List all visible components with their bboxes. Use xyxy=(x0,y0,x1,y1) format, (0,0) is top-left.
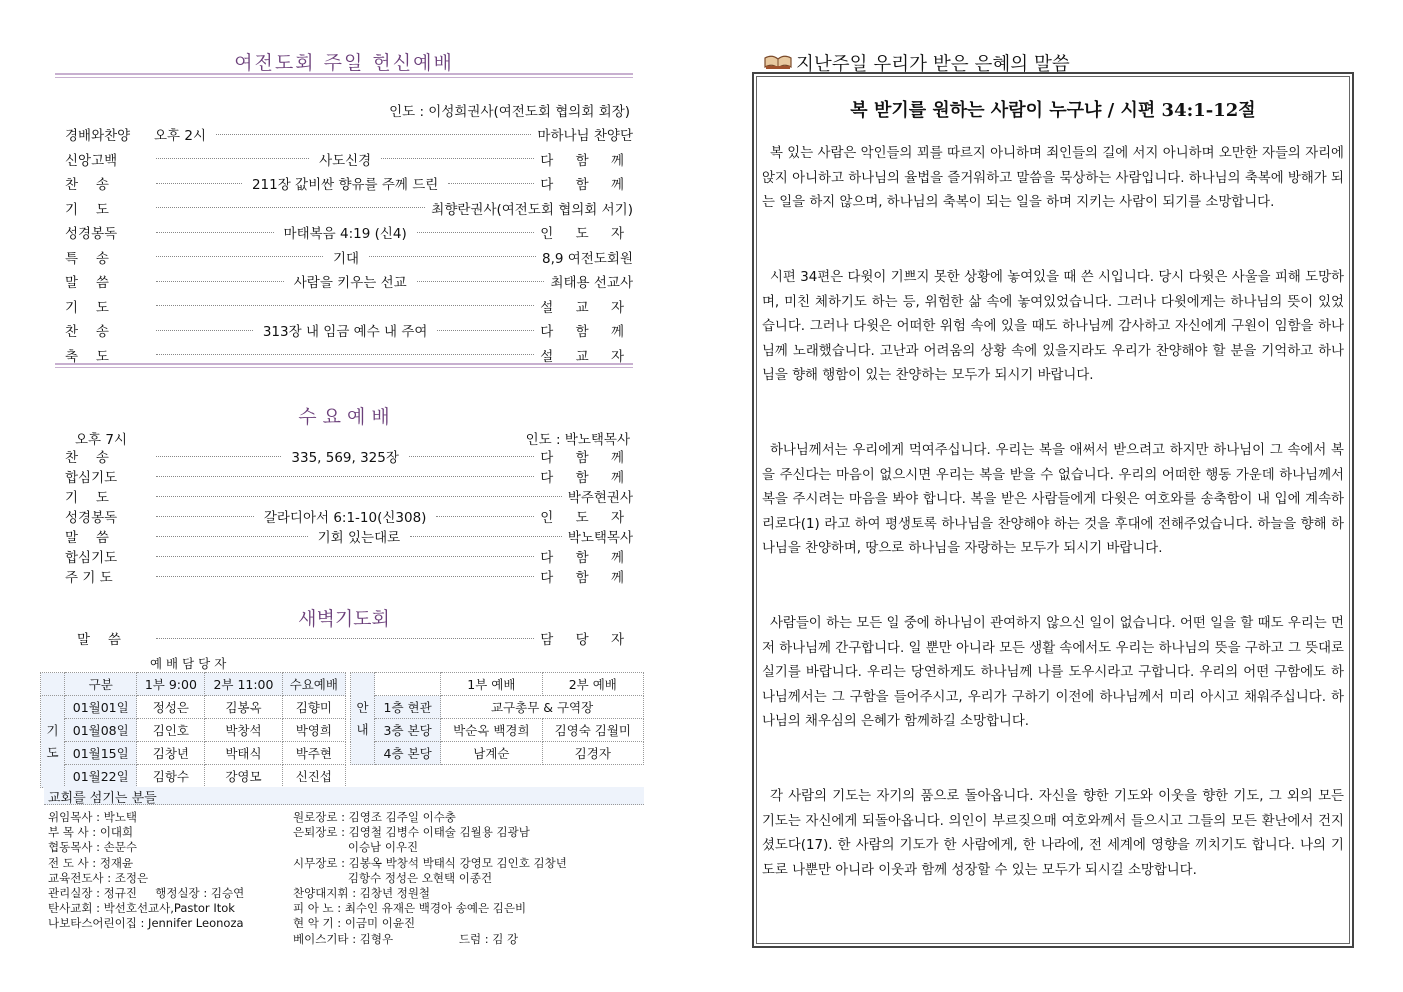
table-cell: 박창석 xyxy=(205,719,282,742)
column-header: 1부 9:00 xyxy=(137,673,205,696)
leader-dots xyxy=(156,456,281,457)
column-header: 1부 예배 xyxy=(441,673,542,696)
wed-row xyxy=(55,465,633,487)
item-label: 찬 송 xyxy=(65,450,109,466)
leader-dots xyxy=(156,330,253,331)
leader-dots xyxy=(156,305,534,306)
item-person: 설 교 자 xyxy=(540,299,633,316)
duty-caption: 예 배 담 당 자 xyxy=(150,656,227,671)
leader-dots xyxy=(448,183,534,184)
table-cell: 남계순 xyxy=(441,742,542,765)
table-cell: 4층 본당 xyxy=(375,742,441,765)
item-label: 성경봉독 xyxy=(65,226,118,242)
leader-dots xyxy=(369,256,536,257)
staff-list-right: 원로장로 : 김영조 김주일 이수충 은퇴장로 : 김영철 김병수 이태술 김월용 김광남 이승남 이우진 시무장로 : 김봉옥 박창석 박태식 강영모 김인호 김창년 김항수 정성은 오현택 이종건 찬양대지휘 : 김창년 정원철 피 아 노 : 최수인 유재은 백경아 송예은 김은비 현 악 기 : 이금미 이윤진 베이스기타 : 김형우 드럼 : 김 강 xyxy=(293,810,567,946)
table-cell: 김창년 xyxy=(137,742,205,765)
table-cell: 김인호 xyxy=(137,719,205,742)
table-cell: 김봉옥 xyxy=(205,696,282,719)
prayer-side-label: 기 도 xyxy=(41,696,65,788)
order-row xyxy=(55,148,633,170)
table-cell: 강영모 xyxy=(205,765,282,788)
table-cell: 김영숙 김월미 xyxy=(542,719,643,742)
leader-dots xyxy=(156,256,323,257)
table-cell: 김항수 xyxy=(137,765,205,788)
table-cell: 교구총무 & 구역장 xyxy=(441,696,644,719)
sermon-paragraph: 복 있는 사람은 악인들의 꾀를 따르지 아니하며 죄인들의 길에 서지 아니하며 오만한 자들의 자리에 앉지 아니하고 하나님의 율법을 즐거워하고 말씀을 묵상하는 사람입니다. 하나님의 축복에 방해가 되는 일을 하지 않으며, 하나님의 축복이 되는 일을 하며 지키는 사람이 되기를 소망합니다. xyxy=(762,146,1344,211)
wednesday-time: 오후 7시 xyxy=(75,432,128,448)
leader-dots xyxy=(437,330,534,331)
dawn-right: 담 당 자 xyxy=(540,632,633,648)
leader-dots xyxy=(156,536,308,537)
item-content: 기대 xyxy=(332,250,360,267)
item-label: 축 도 xyxy=(65,348,109,365)
order-divider xyxy=(55,363,633,368)
table-row xyxy=(41,696,346,719)
item-person: 인 도 자 xyxy=(540,226,634,242)
table-row xyxy=(351,696,644,719)
leader-dots xyxy=(156,638,534,639)
leader-dots xyxy=(417,232,535,233)
dawn-label: 말 씀 xyxy=(77,632,121,648)
item-time: 오후 2시 xyxy=(154,128,207,144)
leader-dots xyxy=(381,158,534,159)
item-content: 갈라디아서 6:1-10(신308) xyxy=(263,510,427,526)
item-person: 다 함 께 xyxy=(540,570,633,586)
table-cell: 01월22일 xyxy=(65,765,137,788)
item-person: 박주현권사 xyxy=(567,490,633,506)
leader-dots xyxy=(216,134,531,135)
table-row xyxy=(351,742,644,765)
item-label: 기 도 xyxy=(65,490,109,506)
item-label: 합심기도 xyxy=(65,550,118,566)
leader-dots xyxy=(156,183,242,184)
order-row xyxy=(55,172,633,194)
item-label: 찬 송 xyxy=(65,324,109,340)
table-cell: 3층 본당 xyxy=(375,719,441,742)
table-cell: 박태식 xyxy=(205,742,282,765)
item-content: 사람을 키우는 선교 xyxy=(293,275,407,291)
table-cell: 김경자 xyxy=(542,742,643,765)
column-header xyxy=(375,673,441,696)
table-row xyxy=(41,742,346,765)
order-row xyxy=(55,246,633,268)
leader-dots xyxy=(417,281,545,282)
table-row xyxy=(351,719,644,742)
table-cell: 01월08일 xyxy=(65,719,137,742)
column-header: 수요예배 xyxy=(282,673,345,696)
table-cell: 박순옥 백경희 xyxy=(441,719,542,742)
column-header: 구분 xyxy=(65,673,137,696)
column-header: 2부 11:00 xyxy=(205,673,282,696)
table-cell: 신진섭 xyxy=(282,765,345,788)
open-book-icon xyxy=(763,52,793,70)
item-label: 기 도 xyxy=(65,201,109,218)
item-person: 8,9 여전도회원 xyxy=(542,250,633,267)
wednesday-leader: 인도 : 박노택목사 xyxy=(525,432,630,448)
table-cell: 김향미 xyxy=(282,696,345,719)
leader-dots xyxy=(156,556,534,557)
leader-dots xyxy=(156,496,562,497)
sermon-title: 복 받기를 원하는 사람이 누구냐 / 시편 34:1-12절 xyxy=(850,100,1256,121)
leader-dots xyxy=(410,536,562,537)
wednesday-title: 수 요 예 배 xyxy=(298,406,390,428)
staff-title: 교회를 섬기는 분들 xyxy=(44,787,644,805)
wed-row xyxy=(55,525,633,547)
sermon-paragraph: 시편 34편은 다윗이 기쁘지 못한 상황에 놓여있을 때 쓴 시입니다. 당시 다윗은 사울을 피해 도망하며, 미친 체하기도 하는 등, 위험한 삶 속에 놓여있었습니다. 그러나 다윗에게는 하나님의 뜻이 있었습니다. 그러나 다윗은 어떠한 위험 속에 있을 때도 하나님께 감사하고 자신에게 구원이 임함을 하나님께 노래했습니다. 고난과 어려움의 상황 속에 있을지라도 우리가 찬양해야 할 분을 기억하고 하나님을 향해 행함이 있는 찬양하는 모두가 되시기 바랍니다. xyxy=(762,270,1344,384)
item-content: 기회 있는대로 xyxy=(317,530,401,546)
item-person: 인 도 자 xyxy=(540,510,633,526)
item-label: 합심기도 xyxy=(65,470,118,486)
sermon-paragraph: 하나님께서는 우리에게 먹여주십니다. 우리는 복을 애써서 받으려고 하지만 하나님이 그 속에서 복을 주신다는 마음이 없으시면 우리는 복을 받을 수 없습니다. 우리의 어떠한 행동 가운데 하나님께서 복을 주시려는 마음을 봐야 합니다. 복을 받은 사람들에게 다윗은 여호와를 송축함이 내 입에 계속하리로다(1) 라고 하여 평생토록 하나님을 찬양해야 하는 것을 후대에 전해주었습니다. 하늘을 향해 하나님을 찬양하며, 땅으로 하나님을 자랑하는 모두가 되시기 바랍니다. xyxy=(762,443,1344,557)
leader-dots xyxy=(156,232,274,233)
item-person: 마하나님 찬양단 xyxy=(537,128,633,144)
dawn-row xyxy=(55,627,633,649)
item-person: 다 함 께 xyxy=(540,470,633,486)
item-label: 주 기 도 xyxy=(65,570,113,586)
item-content: 사도신경 xyxy=(319,152,372,169)
wed-row xyxy=(55,545,633,567)
table-cell: 01월15일 xyxy=(65,742,137,765)
table-cell: 박주현 xyxy=(282,742,345,765)
order-row xyxy=(55,270,633,292)
prayer-duty-table xyxy=(40,672,346,788)
column-header: 2부 예배 xyxy=(542,673,643,696)
wed-row xyxy=(55,445,633,467)
table-row xyxy=(41,719,346,742)
item-person: 다 함 께 xyxy=(540,152,634,169)
item-label: 찬 송 xyxy=(65,177,109,193)
leader-dots xyxy=(156,158,309,159)
sermon-section-title: 지난주일 우리가 받은 은혜의 말씀 xyxy=(796,54,1070,75)
leader-dots xyxy=(436,516,534,517)
item-person: 박노택목사 xyxy=(567,530,634,546)
order-row xyxy=(55,295,633,317)
item-person: 최향란권사(여전도회 협의회 서기) xyxy=(431,201,633,218)
item-label: 경배와찬양 xyxy=(65,128,131,144)
item-label: 성경봉독 xyxy=(65,510,118,526)
leader-dots xyxy=(409,456,534,457)
item-person: 설 교 자 xyxy=(540,348,633,365)
staff-list-left: 위임목사 : 박노택 부 목 사 : 이대희 협동목사 : 손문수 전 도 사 : 정재윤 교육전도사 : 조정은 관리실장 : 정규진 행정실장 : 김승연 탄사교회 : 박선호선교사,Pastor Itok 나보타스어린이집 : Jennifer Leonoza xyxy=(48,810,245,931)
wed-row xyxy=(55,565,633,587)
title-divider xyxy=(55,73,633,78)
sermon-paragraph: 사람들이 하는 모든 일 중에 하나님이 관여하지 않으신 일이 없습니다. 어떤 일을 할 때도 우리는 먼저 하나님께 간구합니다. 일 뿐만 아니라 모든 생활 속에서도 우리는 하나님의 뜻을 구하고 그 뜻대로 실기를 바랍니다. 우리는 당연하게도 하나님께 나를 도우시라고 구합니다. 우리의 어떤 구함에도 하나님께서는 그 구함을 들어주시고, 우리가 구하기 이전에 하나님께서 미리 아시고 채워주십니다. 하나님의 채우심의 은혜가 함께하길 소망합니다. xyxy=(762,616,1344,730)
item-content: 313장 내 임금 예수 내 주여 xyxy=(262,324,428,340)
table-cell: 정성은 xyxy=(137,696,205,719)
item-person: 다 함 께 xyxy=(540,450,634,466)
order-row xyxy=(55,319,633,341)
usher-side-label: 안 내 xyxy=(351,673,375,765)
item-content: 마태복음 4:19 (신4) xyxy=(283,226,407,242)
table-cell: 1층 현관 xyxy=(375,696,441,719)
item-person: 다 함 께 xyxy=(540,550,633,566)
leader-dots xyxy=(156,576,534,577)
table-row xyxy=(41,765,346,788)
leader-dots xyxy=(156,207,425,208)
leader-dots xyxy=(156,281,284,282)
table-corner xyxy=(41,673,65,696)
usher-guide-table xyxy=(350,672,644,765)
table-cell: 박영희 xyxy=(282,719,345,742)
item-label: 특 송 xyxy=(65,250,109,267)
item-person: 다 함 께 xyxy=(540,324,633,340)
order-row xyxy=(55,221,633,243)
wed-row xyxy=(55,505,633,527)
item-content: 211장 값비싼 향유를 주께 드린 xyxy=(251,177,439,193)
item-content: 335, 569, 325장 xyxy=(291,450,399,466)
sermon-paragraph: 각 사람의 기도는 자기의 품으로 돌아옵니다. 자신을 향한 기도와 이웃을 향한 기도, 그 외의 모든 기도는 자신에게 되돌아옵니다. 의인이 부르짖으매 여호와께서 들으시고 그들의 모든 환난에서 건지셨도다(17). 한 사람의 기도가 한 사람에게, 한 나라에, 전 세계에 영향을 끼치기도 합니다. 나의 기도로 나뿐만 아니라 이웃과 함께 성장할 수 있는 모두가 되시길 소망합니다. xyxy=(762,789,1344,878)
leader-dots xyxy=(156,516,254,517)
item-label: 기 도 xyxy=(65,299,109,316)
item-person: 다 함 께 xyxy=(540,177,634,193)
wed-row xyxy=(55,485,633,507)
leader-dots xyxy=(156,476,534,477)
order-row xyxy=(55,197,633,219)
dawn-title: 새벽기도회 xyxy=(298,608,390,630)
table-cell: 01월01일 xyxy=(65,696,137,719)
service-title: 여전도회 주일 헌신예배 xyxy=(234,52,454,74)
service-leader: 인도 : 이성희권사(여전도회 협의회 회장) xyxy=(389,104,630,120)
item-label: 신앙고백 xyxy=(65,152,118,169)
item-label: 말 씀 xyxy=(65,275,109,291)
item-person: 최태용 선교사 xyxy=(550,275,633,291)
order-row xyxy=(55,123,633,145)
leader-dots xyxy=(156,354,534,355)
item-label: 말 씀 xyxy=(65,530,109,546)
